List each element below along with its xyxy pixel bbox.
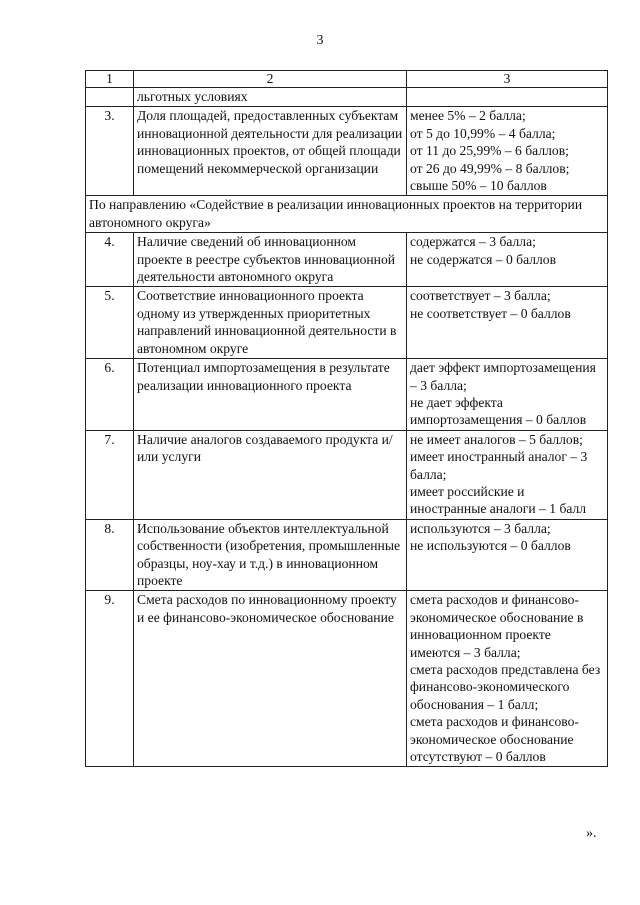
section-title: По направлению «Содействие в реализации инновационных проектов на территории автономного округа» bbox=[86, 196, 608, 233]
table-row bbox=[86, 519, 608, 591]
score-line: не имеет аналогов – 5 баллов; bbox=[410, 431, 583, 447]
table-row bbox=[86, 107, 608, 196]
row-number: 6. bbox=[86, 359, 134, 431]
table-row bbox=[86, 287, 608, 359]
row-number: 3. bbox=[86, 107, 134, 196]
row-number: 5. bbox=[86, 287, 134, 359]
row-number: 9. bbox=[86, 591, 134, 767]
row-number: 7. bbox=[86, 430, 134, 519]
table-header-row bbox=[86, 71, 608, 88]
score-line: свыше 50% – 10 баллов bbox=[410, 178, 547, 194]
continuation-text: льготных условиях bbox=[134, 88, 407, 107]
criterion-text: Соответствие инновационного проекта одному из утвержденных приоритетных направлений инновационной деятельности в автономном округе bbox=[134, 287, 407, 359]
score-cell bbox=[407, 287, 608, 359]
header-col-2: 2 bbox=[134, 71, 407, 88]
score-line: имеет иностранный аналог – 3 балла; bbox=[410, 449, 588, 482]
table-row bbox=[86, 359, 608, 431]
score-cell bbox=[407, 591, 608, 767]
score-cell bbox=[407, 359, 608, 431]
score-line: менее 5% – 2 балла; bbox=[410, 108, 526, 124]
score-line: не используются – 0 баллов bbox=[410, 538, 571, 554]
page-number: 3 bbox=[316, 33, 324, 48]
score-line: не дает эффекта импортозамещения – 0 баллов bbox=[410, 394, 587, 428]
score-cell bbox=[407, 519, 608, 591]
table-row bbox=[86, 233, 608, 287]
table-row bbox=[86, 591, 608, 767]
criterion-text: Смета расходов по инновационному проекту и ее финансово-экономическое обоснование bbox=[134, 591, 407, 767]
header-col-3: 3 bbox=[407, 71, 608, 88]
score-line: смета расходов и финансово-экономическое обоснование в инновационном проекте имеются – 3 балла; bbox=[410, 592, 584, 660]
score-line: соответствует – 3 балла; bbox=[410, 288, 551, 304]
criterion-text: Наличие сведений об инновационном проекте в реестре субъектов инновационной деятельности автономного округа bbox=[134, 233, 407, 287]
score-line: от 11 до 25,99% – 6 баллов; bbox=[410, 143, 569, 159]
score-line: от 5 до 10,99% – 4 балла; bbox=[410, 125, 556, 141]
continuation-row bbox=[86, 88, 608, 107]
row-number: 4. bbox=[86, 233, 134, 287]
score-line: смета расходов и финансово-экономическое обоснование отсутствуют – 0 баллов bbox=[410, 714, 579, 765]
section-row bbox=[86, 196, 608, 233]
closing-quote: ». bbox=[586, 826, 597, 841]
score-line: не соответствует – 0 баллов bbox=[410, 305, 571, 321]
header-col-1: 1 bbox=[86, 71, 134, 88]
score-line: используются – 3 балла; bbox=[410, 520, 551, 536]
criteria-table bbox=[85, 70, 608, 767]
score-line: содержатся – 3 балла; bbox=[410, 234, 536, 250]
score-line: не содержатся – 0 баллов bbox=[410, 251, 556, 267]
criterion-text: Использование объектов интеллектуальной собственности (изобретения, промышленные образцы, ноу-хау и т.д.) в инновационном проекте bbox=[134, 519, 407, 591]
criterion-text: Потенциал импортозамещения в результате реализации инновационного проекта bbox=[134, 359, 407, 431]
score-cell bbox=[407, 107, 608, 196]
score-cell bbox=[407, 430, 608, 519]
row-number: 8. bbox=[86, 519, 134, 591]
score-cell bbox=[407, 233, 608, 287]
criterion-text: Наличие аналогов создаваемого продукта и/или услуги bbox=[134, 430, 407, 519]
score-line: дает эффект импортозамещения – 3 балла; bbox=[410, 360, 596, 393]
criterion-text: Доля площадей, предоставленных субъектам инновационной деятельности для реализации инновационных проектов, от общей площади помещений некоммерческой организации bbox=[134, 107, 407, 196]
table-row bbox=[86, 430, 608, 519]
score-line: смета расходов представлена без финансово-экономического обоснования – 1 балл; bbox=[410, 662, 601, 712]
score-line: имеет российские и иностранные аналоги – 1 балл bbox=[410, 483, 587, 517]
score-line: от 26 до 49,99% – 8 баллов; bbox=[410, 160, 570, 176]
